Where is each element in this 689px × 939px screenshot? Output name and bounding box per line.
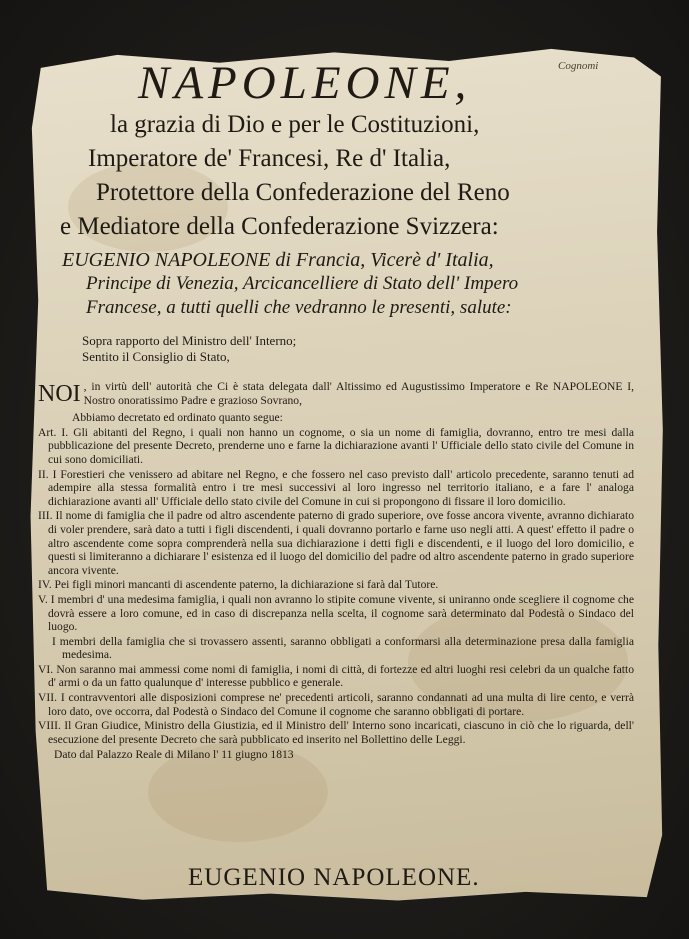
article-7: VII. I contravventori alle disposizioni comprese ne' precedenti articoli, saranno condannati ad una multa di lire cento, e verrà loro dato, ove occorra, dal Podestà o Sindaco del Comune il cognome che saranno obbligati di portare. [38,691,634,718]
handwritten-note: Cognomi [558,60,599,72]
preamble-line: Sopra rapporto del Ministro dell' Interno; [82,333,297,348]
heading-line: Protettore della Confederazione del Reno [96,179,510,206]
decree-body [38,380,634,763]
noi-initial: NOI [38,381,81,407]
signature: EUGENIO NAPOLEONE. [188,864,480,891]
article-2: II. I Forestieri che venissero ad abitare nel Regno, e che fossero nel caso previsto dall' articolo precedente, saranno tenuti ad adempire alla stessa formalità entro i tre mesi successivi al loro ingresso nel territorio italiano, e a fare l' analoga dichiarazione avanti all' Ufficiale dello stato civile del Comune in cui si propongono di fissare il loro domicilio. [38,467,634,508]
article-6: VI. Non saranno mai ammessi come nomi di famiglia, i nomi di città, di fortezze ed altri luoghi resi celebri da un qualche fatto d' armi o da un fatto qualunque d' interesse pubblico e generale. [38,662,634,690]
viceroy-line: Francese, a tutti quelli che vedranno le presenti, salute: [86,297,512,318]
heading-line: la grazia di Dio e per le Costituzioni, [110,111,480,138]
decree-title: NAPOLEONE, [138,57,472,109]
article-3: III. Il nome di famiglia che il padre od altro ascendente paterno di grado superiore, ove fosse ancora vivente, avranno dichiarato di voler prendere, sarà dato a tutti i figli discendenti, i quali dovranno portarlo e farne uso negli atti. A quest' effetto il padre o altro ascendente come sopra comprenderà nella sua dichiarazione i detti figli e discendenti, e il luogo del loro domicilio, e questi si limiteranno a dichiarare l' esistenza ed il luogo del domicilio del padre od altro ascendente paterno in grado superiore ancora vivente. [38,509,634,577]
decree-intro: Abbiamo decretato ed ordinato quanto segue: [72,411,283,425]
noi-text: , in virtù dell' autorità che Ci è stata delegata dall' Altissimo ed Augustissimo Imperatore e Re NAPOLEONE I, Nostro onoratissimo Padre e grazioso Sovrano, [83,380,634,407]
article-1: Art. I. Gli abitanti del Regno, i quali non hanno un cognome, o sia un nome di famiglia, dovranno, entro tre mesi dalla pubblicazione del presente Decreto, prenderne uno e farne la dichiarazione avanti l' Ufficiale dello stato civile del Comune in cui sono domiciliati. [38,425,634,466]
preamble-line: Sentito il Consiglio di Stato, [82,349,230,364]
article-4: IV. Pei figli minori mancanti di ascendente paterno, la dichiarazione si farà dal Tutore. [38,578,439,592]
dated-line: Dato dal Palazzo Reale di Milano l' 11 giugno 1813 [54,748,294,762]
viceroy-line: Principe di Venezia, Arcicancelliere di Stato dell' Impero [86,273,519,294]
article-8: VIII. Il Gran Giudice, Ministro della Giustizia, ed il Ministro dell' Interno sono incaricati, ciascuno in ciò che lo riguarda, dell' esecuzione del presente Decreto che sarà pubblicato ed inserito nel Bollettino delle Leggi. [38,719,634,746]
viceroy-line: EUGENIO NAPOLEONE di Francia, Vicerè d' Italia, [62,249,494,271]
heading-line: Imperatore de' Francesi, Re d' Italia, [88,145,451,172]
heading-line: e Mediatore della Confederazione Svizzera: [60,213,499,240]
article-5: V. I membri d' una medesima famiglia, i quali non avranno lo stipite comune vivente, si uniranno onde scegliere il cognome che dovrà essere a loro comune, ed in caso di discrepanza nella scelta, il cognome sarà determinato dal Podestà o Sindaco del luogo. [38,592,634,634]
article-5-continued: I membri della famiglia che si trovassero assenti, saranno obbligati a conformarsi alla determinazione presa dalla famiglia medesima. [52,634,634,662]
noi-paragraph [38,380,634,407]
